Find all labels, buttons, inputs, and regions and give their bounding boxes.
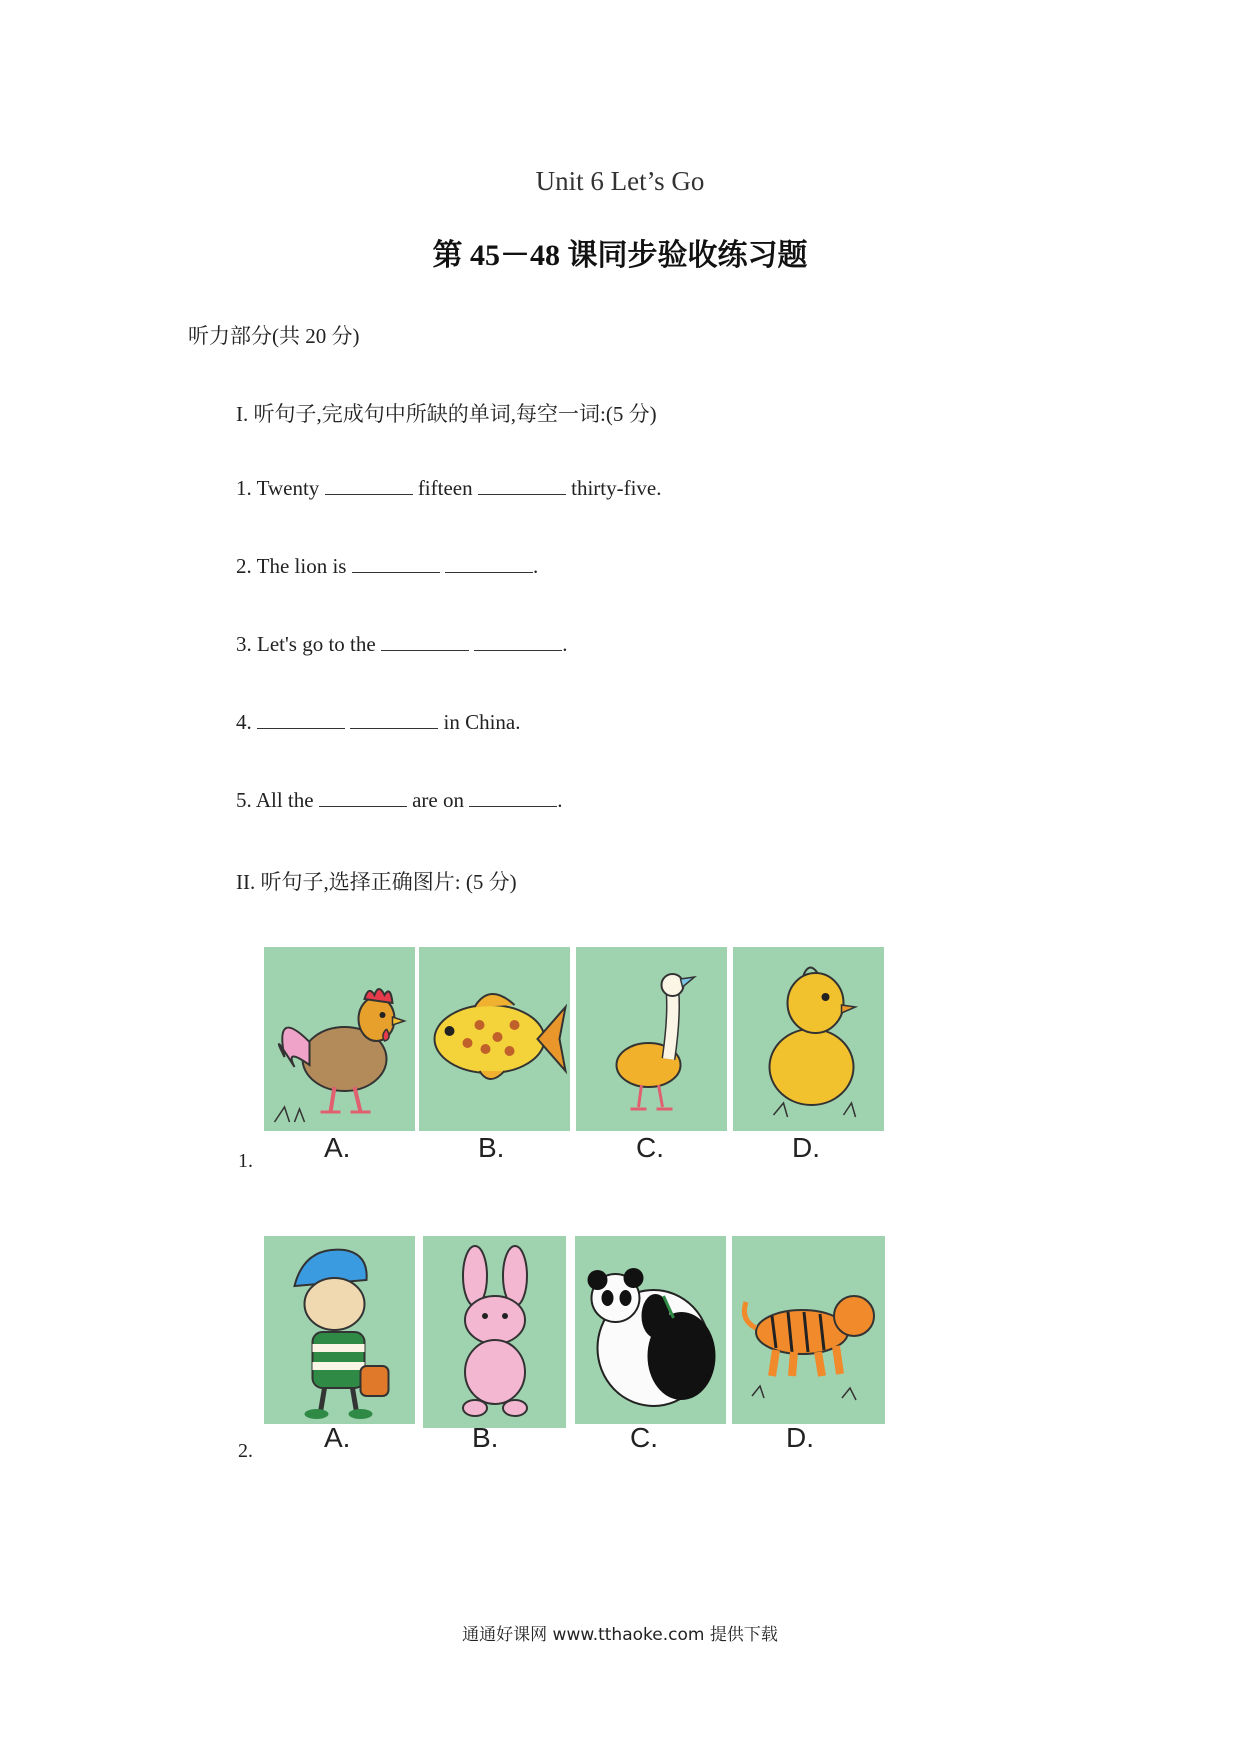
answer-blank[interactable] xyxy=(257,710,345,729)
row-number: 1. xyxy=(238,1150,253,1172)
duck-picture[interactable] xyxy=(576,947,727,1131)
question-text: The lion is xyxy=(256,554,347,578)
panda-icon xyxy=(575,1236,726,1424)
question-text: Twenty xyxy=(256,476,320,500)
option-a[interactable]: A. xyxy=(324,1422,351,1453)
row-number: 2. xyxy=(238,1440,253,1462)
page-title: Unit 6 Let’s Go xyxy=(535,166,705,196)
question-text: All the xyxy=(255,788,314,812)
question-text: . xyxy=(532,554,539,578)
tiger-picture[interactable] xyxy=(732,1236,885,1424)
page-footer: 通通好课网 www.tthaoke.com 提供下载 xyxy=(462,1625,778,1645)
duck-icon xyxy=(576,947,727,1131)
panda-picture[interactable] xyxy=(575,1236,726,1424)
chick-picture[interactable] xyxy=(733,947,884,1131)
option-b[interactable]: B. xyxy=(472,1422,499,1453)
option-b[interactable]: B. xyxy=(478,1132,505,1163)
answer-blank[interactable] xyxy=(445,554,533,573)
answer-blank[interactable] xyxy=(350,710,438,729)
section-heading: 听力部分(共 20 分) xyxy=(188,324,360,348)
rooster-icon xyxy=(264,947,415,1131)
page-subtitle: 第 45－48 课同步验收练习题 xyxy=(432,239,808,272)
rabbit-icon xyxy=(423,1236,566,1428)
question-2 xyxy=(236,554,538,579)
part1-heading: I. 听句子,完成句中所缺的单词,每空一词:(5 分) xyxy=(236,402,657,426)
boy-with-cap-icon xyxy=(264,1236,415,1424)
option-d[interactable]: D. xyxy=(786,1422,814,1453)
question-text: in China. xyxy=(443,710,521,734)
answer-blank[interactable] xyxy=(381,632,469,651)
question-4 xyxy=(236,710,521,735)
question-number: 1. xyxy=(236,476,252,500)
answer-blank[interactable] xyxy=(325,476,413,495)
fish-icon xyxy=(419,947,570,1131)
question-text: . xyxy=(562,632,568,656)
fish-picture[interactable] xyxy=(419,947,570,1131)
question-number: 2. xyxy=(236,554,252,578)
question-text: fifteen xyxy=(417,476,473,500)
question-number: 3. xyxy=(236,632,252,656)
question-text: Let's go to the xyxy=(257,632,376,656)
chick-icon xyxy=(733,947,884,1131)
answer-blank[interactable] xyxy=(469,788,557,807)
answer-blank[interactable] xyxy=(474,632,562,651)
question-text: are on xyxy=(412,788,464,812)
question-text: . xyxy=(557,788,563,812)
option-d[interactable]: D. xyxy=(792,1132,820,1163)
boy-with-cap-picture[interactable] xyxy=(264,1236,415,1424)
rooster-picture[interactable] xyxy=(264,947,415,1131)
question-3 xyxy=(236,632,567,657)
option-a[interactable]: A. xyxy=(324,1132,351,1163)
question-5 xyxy=(236,788,562,813)
rabbit-picture[interactable] xyxy=(423,1236,566,1428)
answer-blank[interactable] xyxy=(319,788,407,807)
option-c[interactable]: C. xyxy=(636,1132,664,1163)
question-number: 5. xyxy=(236,788,252,812)
question-text: thirty-five. xyxy=(571,476,662,500)
option-c[interactable]: C. xyxy=(630,1422,658,1453)
answer-blank[interactable] xyxy=(352,554,440,573)
answer-blank[interactable] xyxy=(478,476,566,495)
question-number: 4. xyxy=(236,710,252,734)
question-1 xyxy=(236,476,662,501)
tiger-icon xyxy=(732,1236,885,1424)
part2-heading: II. 听句子,选择正确图片: (5 分) xyxy=(236,870,517,894)
